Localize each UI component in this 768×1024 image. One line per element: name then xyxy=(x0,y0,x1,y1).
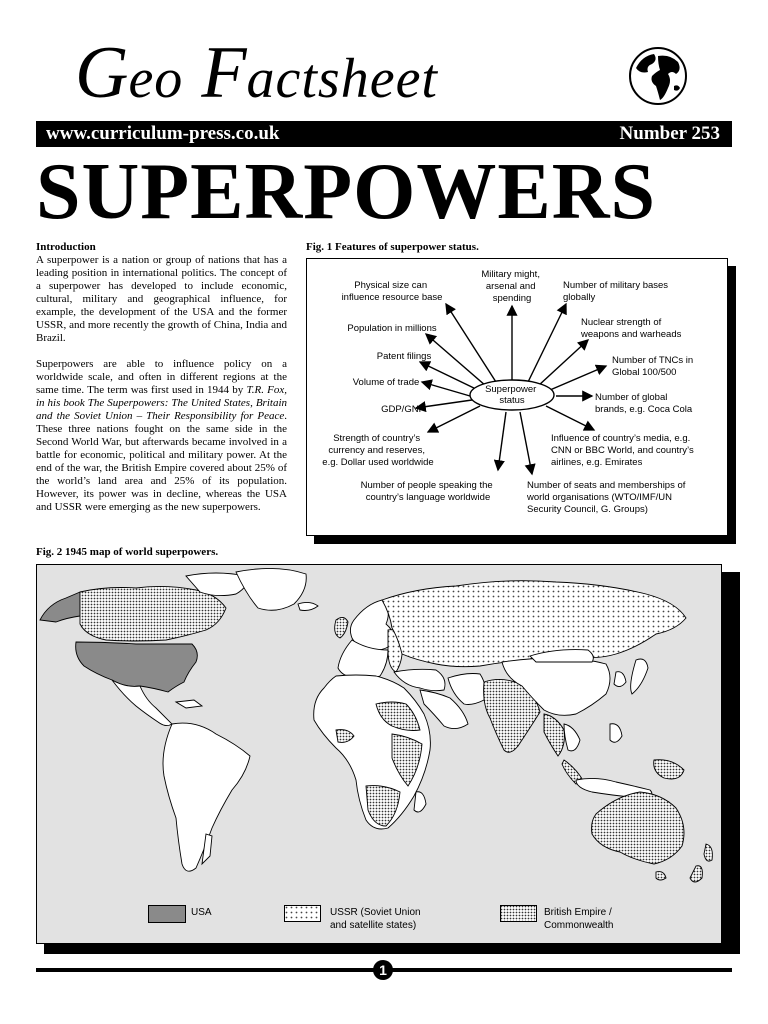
intro-heading: Introduction xyxy=(36,241,96,253)
header-banner xyxy=(36,121,732,147)
fig1-label-language: Number of people speaking the country’s language worldwide xyxy=(360,480,493,503)
fig1-label-tncs: Number of TNCs in Global 100/500 xyxy=(612,355,694,378)
fig1-label-gdp: GDP/GNP xyxy=(381,404,425,415)
page-number: 1 xyxy=(373,960,393,980)
map-japan xyxy=(631,659,648,694)
intro-p2-text-b: . These three nations fought on the same side in the Second World War, but afterwards became involved in a battle for economic, political and military power. At the end of the war, the British Empire covered about 25% of the world’s land area and 25% of its population. However, its power was in decline, whereas the USA and USSR were emerging as the new superpowers. xyxy=(36,410,287,513)
map-madagascar xyxy=(414,792,426,812)
page-title: SUPERPOWERS xyxy=(36,148,656,236)
legend-swatch-usa xyxy=(148,905,186,923)
map-canada xyxy=(80,586,226,641)
legend-label-usa: USA xyxy=(191,907,212,918)
issue-number: Number 253 xyxy=(619,123,720,144)
map-burma xyxy=(544,714,564,756)
map-iran xyxy=(448,674,485,705)
map-australia xyxy=(592,792,685,864)
intro-paragraph-1: A superpower is a nation or group of nations that has a leading position in international politics. The concept of a superpower has developed to include economic, cultural, military and geographical influence, for example, the development of the USA and the former USSR, and more recently the growth of China, India and Brazil. xyxy=(36,254,287,344)
legend-swatch-ussr xyxy=(284,905,322,923)
fig1-label-physical-size: Physical size can influence resource base xyxy=(341,280,443,303)
fig1-label-nuclear: Nuclear strength of weapons and warheads xyxy=(581,317,682,340)
fig1-label-military-might: Military might, arsenal and spending xyxy=(481,269,540,304)
map-greenland xyxy=(236,568,306,610)
masthead-g: G xyxy=(75,32,129,114)
map-alaska xyxy=(40,592,80,622)
intro-p2-text-a: Superpowers are able to influence policy on a worldwide scale, and often in different regions at the same time. The term was first used in 1944 by xyxy=(36,358,287,396)
legend-label-ussr: USSR (Soviet Union and satellite states) xyxy=(330,907,421,931)
fig2-caption: Fig. 2 1945 map of world superpowers. xyxy=(36,546,219,558)
masthead-f: F xyxy=(201,32,247,114)
fig1-label-brands: Number of global brands, e.g. Coca Cola xyxy=(595,392,693,415)
map-usa xyxy=(76,642,198,692)
fig1-label-patent: Patent filings xyxy=(376,351,432,362)
masthead xyxy=(75,32,595,114)
website-url: www.curriculum-press.co.uk xyxy=(46,123,280,144)
masthead-actsheet: actsheet xyxy=(246,48,438,110)
fig1-diagram xyxy=(306,258,728,536)
fig1-label-seats: Number of seats and memberships of world organisations (WTO/IMF/UN Security Council, G. Groups) xyxy=(527,480,686,515)
fig1-label-population: Population in millions xyxy=(347,323,437,334)
intro-section xyxy=(36,241,287,527)
fig1-label-media: Influence of country’s media, e.g. CNN or BBC World, and country’s airlines, e.g. Emirates xyxy=(551,433,694,468)
intro-p2-book-title: T.R. Fox, in his book The Superpowers: The United States, Britain and the Soviet Union – Their Responsibility for Peace xyxy=(36,384,288,422)
masthead-eo: eo xyxy=(128,48,184,110)
fig1-caption: Fig. 1 Features of superpower status. xyxy=(306,241,479,253)
fig1-label-trade: Volume of trade xyxy=(352,377,420,388)
intro-paragraph-2 xyxy=(36,358,287,514)
fig1-label-currency: Strength of country’s currency and reserves, e.g. Dollar used worldwide xyxy=(322,433,434,468)
map-uk xyxy=(335,617,348,638)
world-map xyxy=(36,564,722,944)
map-indochina xyxy=(564,724,580,751)
globe-icon xyxy=(628,46,688,106)
map-new-guinea xyxy=(654,760,684,779)
map-ussr xyxy=(382,581,686,667)
legend-swatch-british xyxy=(500,905,538,923)
fig1-center-label: Superpower status xyxy=(485,384,537,406)
fig1-label-military-bases: Number of military bases globally xyxy=(563,280,669,303)
legend-label-british: British Empire / Commonwealth xyxy=(544,907,614,931)
